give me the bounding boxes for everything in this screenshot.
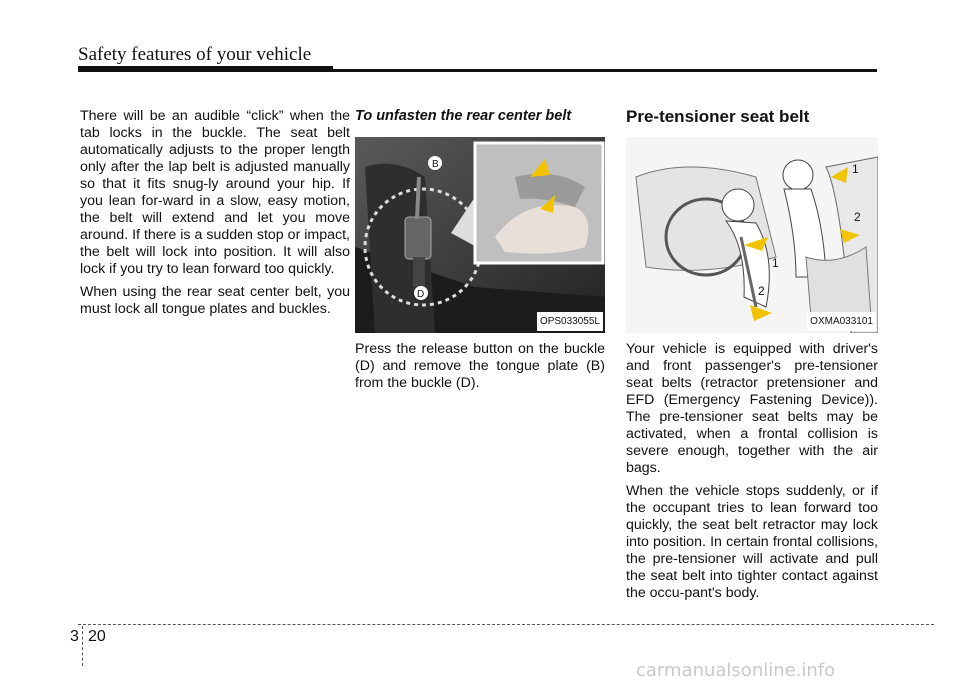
label-2: 2 — [758, 284, 765, 298]
page-header-title: Safety features of your vehicle — [78, 44, 312, 65]
paragraph: When the vehicle stops suddenly, or if the occupant tries to lean forward too quickly, the seat belt retractor may lock into position. In certain frontal collisions, the pre-tensioner will activate and pull the seat belt into tighter contact against the occu-pant's body. — [626, 483, 878, 601]
buckle-illustration-graphic — [355, 137, 605, 333]
label-b: B — [432, 159, 439, 170]
header-rule-accent — [78, 66, 333, 72]
figure-code: OPS033055L — [537, 312, 603, 331]
label-d: D — [417, 289, 425, 300]
column-right — [626, 108, 878, 608]
chapter-number: 3 — [70, 628, 79, 645]
footer-rule — [78, 624, 934, 625]
footer-divider — [82, 626, 83, 666]
paragraph: Your vehicle is equipped with driver's and front passenger's pre-tensioner seat belts (retractor pretensioner and EFD (Emergency Fastening Device)). The pre-tensioner seat belts may be activated, when a frontal collision is severe enough, together with the air bags. — [626, 341, 878, 476]
label-1: 1 — [852, 162, 859, 176]
paragraph: When using the rear seat center belt, you must lock all tongue plates and buckles. — [80, 284, 350, 317]
label-1: 1 — [772, 256, 779, 270]
watermark: carmanualsonline.info — [636, 660, 836, 681]
pretensioner-illustration — [626, 137, 878, 333]
page-number: 20 — [88, 628, 106, 645]
figure-code: OXMA033101 — [807, 312, 876, 331]
paragraph: There will be an audible “click” when the tab locks in the buckle. The seat belt automatically adjusts to the proper length only after the lap belt is adjusted manually so that it fits snug-ly around your hip. If you lean for-ward in a slow, easy motion, the belt will extend and let you move around. If there is a sudden stop or impact, the belt will lock into position. It will also lock if you try to lean forward too quickly. — [80, 108, 350, 277]
column-middle — [355, 108, 605, 398]
pretensioner-illustration-graphic — [626, 137, 878, 333]
buckle-illustration — [355, 137, 605, 333]
section-heading: To unfasten the rear center belt — [355, 108, 572, 124]
label-2: 2 — [854, 210, 861, 224]
section-heading: Pre-tensioner seat belt — [626, 107, 810, 126]
column-left — [80, 108, 350, 324]
paragraph: Press the release button on the buckle (D) and remove the tongue plate (B) from the buckle (D). — [355, 341, 605, 391]
